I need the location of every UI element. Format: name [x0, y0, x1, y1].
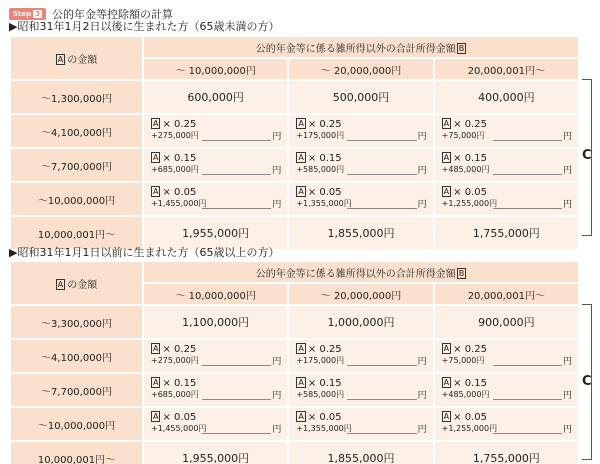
- answer-line: [347, 365, 416, 366]
- row-label: ～3,300,000円: [11, 306, 142, 338]
- formula-cell: A × 0.05 +1,455,000円 円: [144, 408, 287, 440]
- answer-line: [202, 433, 271, 434]
- answer-line: [347, 174, 416, 175]
- column-header: ～ 10,000,000円: [144, 59, 287, 79]
- answer-line: [493, 399, 562, 400]
- answer-line: [347, 140, 416, 141]
- step-badge: Step 3: [9, 8, 46, 20]
- deduction-table-65-and-over: [9, 260, 580, 464]
- amount-cell: 400,000円: [435, 81, 578, 113]
- table-row: [11, 183, 578, 215]
- answer-line: [347, 433, 416, 434]
- a-amount-header: A の金額: [11, 37, 142, 79]
- answer-line: [493, 365, 562, 366]
- table-row: [11, 81, 578, 113]
- formula-cell: A × 0.15 +685,000円 円: [144, 149, 287, 181]
- answer-line: [202, 208, 271, 209]
- answer-line: [202, 365, 271, 366]
- formula-cell: A × 0.25 +275,000円 円: [144, 340, 287, 372]
- formula-cell: A × 0.25 +75,000円 円: [435, 340, 578, 372]
- formula-cell: A × 0.15 +585,000円 円: [289, 374, 432, 406]
- amount-cell: 1,955,000円: [144, 442, 287, 464]
- c-marker: C: [582, 374, 592, 389]
- amount-cell: 1,755,000円: [435, 217, 578, 249]
- table-row: [11, 408, 578, 440]
- deduction-table-under-65: [9, 35, 580, 251]
- row-label: 10,000,001円～: [11, 442, 142, 464]
- answer-line: [202, 140, 271, 141]
- answer-line: [202, 399, 271, 400]
- table-row: [11, 340, 578, 372]
- page-title: 公的年金等控除額の計算: [52, 7, 174, 21]
- formula-cell: A × 0.05 +1,255,000円 円: [435, 183, 578, 215]
- answer-line: [493, 174, 562, 175]
- formula-cell: A × 0.15 +485,000円 円: [435, 374, 578, 406]
- amount-cell: 1,855,000円: [289, 442, 432, 464]
- amount-cell: 1,000,000円: [289, 306, 432, 338]
- row-label: ～10,000,000円: [11, 183, 142, 215]
- table-row: [11, 149, 578, 181]
- column-header: ～ 20,000,000円: [289, 59, 432, 79]
- formula-cell: A × 0.05 +1,355,000円 円: [289, 408, 432, 440]
- answer-line: [493, 433, 562, 434]
- a-amount-header: A の金額: [11, 262, 142, 304]
- formula-cell: A × 0.15 +685,000円 円: [144, 374, 287, 406]
- amount-cell: 600,000円: [144, 81, 287, 113]
- formula-cell: A × 0.25 +75,000円 円: [435, 115, 578, 147]
- table-row: [11, 374, 578, 406]
- row-label: ～7,700,000円: [11, 149, 142, 181]
- section-title-under-65: ▶昭和31年1月2日以後に生まれた方（65歳未満の方）: [9, 20, 280, 33]
- formula-cell: A × 0.05 +1,255,000円 円: [435, 408, 578, 440]
- column-header: ～ 20,000,000円: [289, 284, 432, 304]
- answer-line: [493, 208, 562, 209]
- answer-line: [347, 399, 416, 400]
- formula-cell: A × 0.15 +585,000円 円: [289, 149, 432, 181]
- column-header: ～ 10,000,000円: [144, 284, 287, 304]
- amount-cell: 1,855,000円: [289, 217, 432, 249]
- row-label: ～4,100,000円: [11, 340, 142, 372]
- c-marker: C: [582, 148, 592, 163]
- answer-line: [347, 208, 416, 209]
- amount-cell: 900,000円: [435, 306, 578, 338]
- column-header: 20,000,001円～: [435, 284, 578, 304]
- amount-cell: 1,100,000円: [144, 306, 287, 338]
- row-label: ～7,700,000円: [11, 374, 142, 406]
- amount-cell: 1,955,000円: [144, 217, 287, 249]
- row-label: 10,000,001円～: [11, 217, 142, 249]
- formula-cell: A × 0.25 +175,000円 円: [289, 340, 432, 372]
- amount-cell: 1,755,000円: [435, 442, 578, 464]
- section-title-65-and-over: ▶昭和31年1月1日以前に生まれた方（65歳以上の方）: [9, 246, 280, 259]
- column-header: 20,000,001円～: [435, 59, 578, 79]
- table-row: [11, 442, 578, 464]
- row-label: ～1,300,000円: [11, 81, 142, 113]
- formula-cell: A × 0.05 +1,455,000円 円: [144, 183, 287, 215]
- table-row: [11, 115, 578, 147]
- formula-cell: A × 0.15 +485,000円 円: [435, 149, 578, 181]
- formula-cell: A × 0.25 +275,000円 円: [144, 115, 287, 147]
- b-income-header: 公的年金等に係る雑所得以外の合計所得金額 B: [144, 262, 578, 282]
- amount-cell: 500,000円: [289, 81, 432, 113]
- formula-cell: A × 0.05 +1,355,000円 円: [289, 183, 432, 215]
- row-label: ～10,000,000円: [11, 408, 142, 440]
- row-label: ～4,100,000円: [11, 115, 142, 147]
- b-income-header: 公的年金等に係る雑所得以外の合計所得金額 B: [144, 37, 578, 57]
- table-row: [11, 306, 578, 338]
- answer-line: [202, 174, 271, 175]
- formula-cell: A × 0.25 +175,000円 円: [289, 115, 432, 147]
- answer-line: [493, 140, 562, 141]
